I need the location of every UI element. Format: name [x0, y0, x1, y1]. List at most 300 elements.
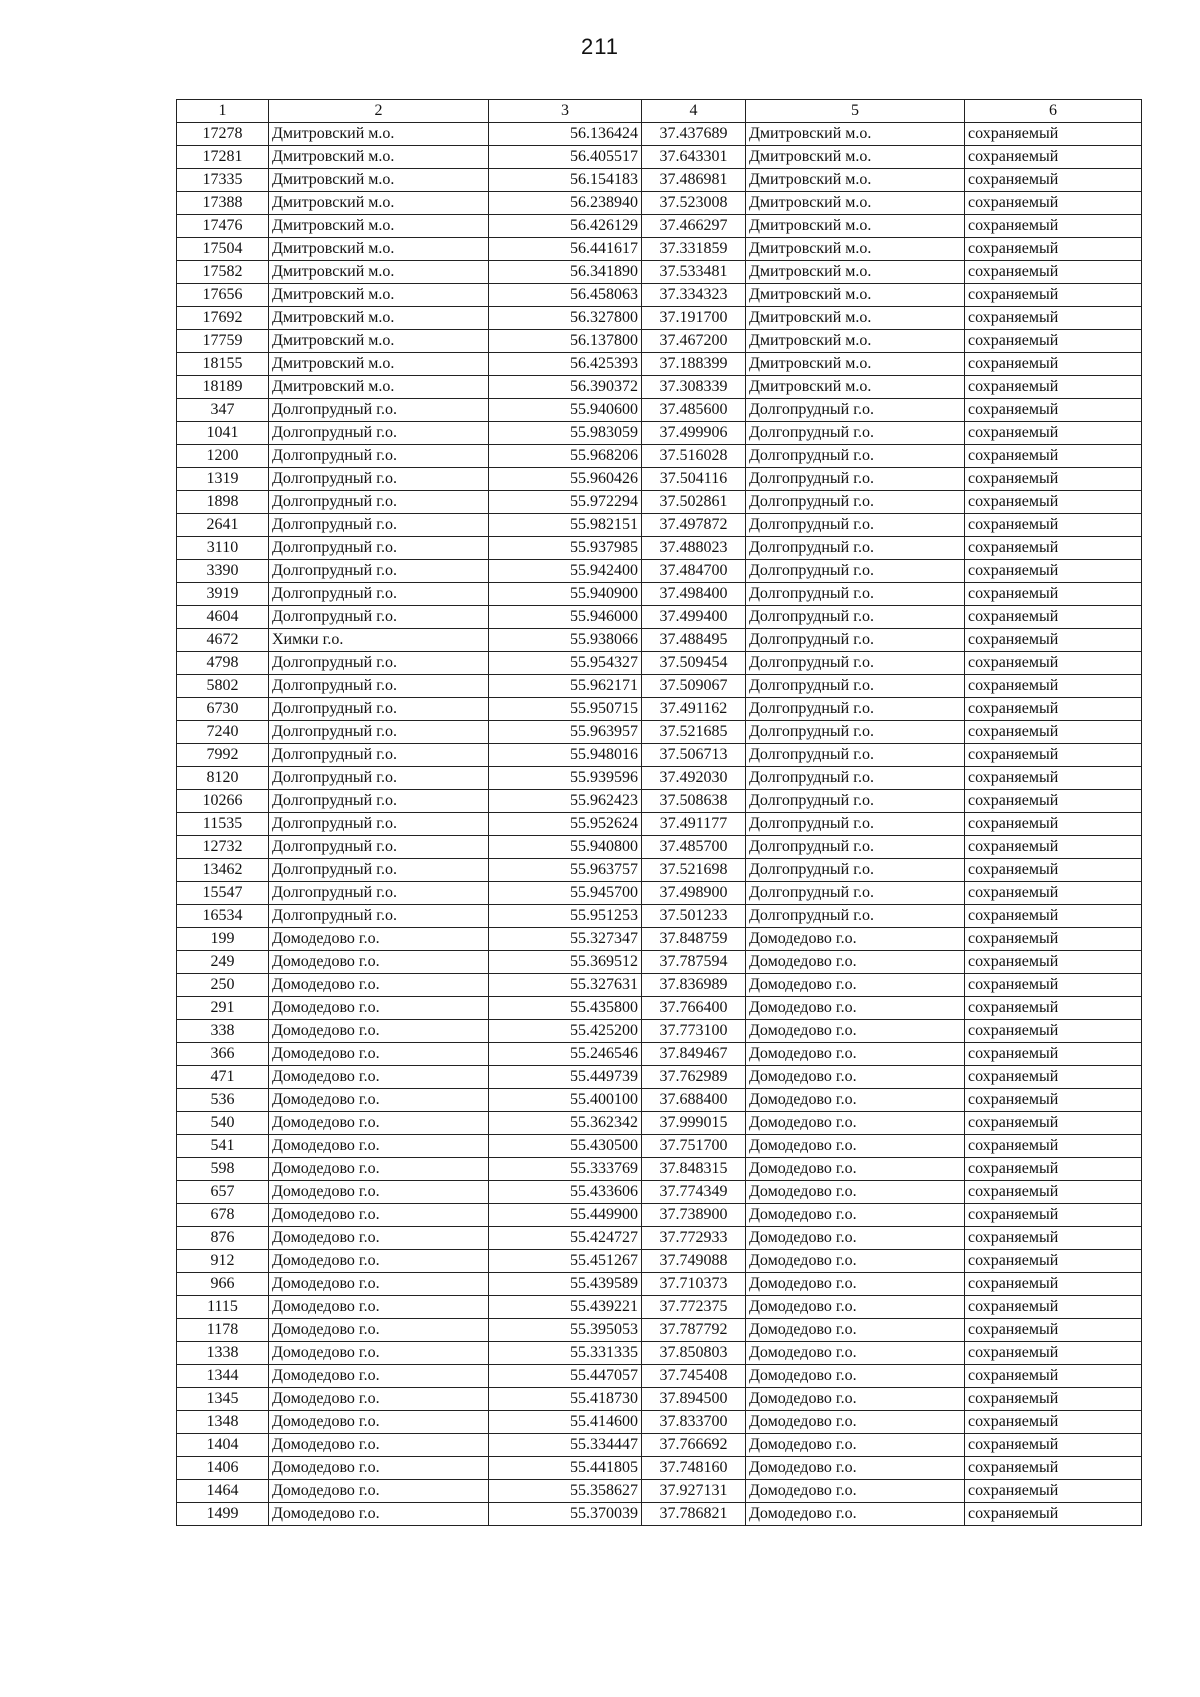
status-cell: сохраняемый: [965, 583, 1142, 606]
table-row: [177, 974, 1142, 997]
row-id-cell: 657: [177, 1181, 269, 1204]
latitude-cell: 55.424727: [489, 1227, 642, 1250]
longitude-cell: 37.774349: [642, 1181, 746, 1204]
municipality-cell: Домодедово г.о.: [269, 1388, 489, 1411]
municipality-cell: Домодедово г.о.: [269, 1135, 489, 1158]
district-cell: Домодедово г.о.: [746, 1250, 965, 1273]
table-row: [177, 744, 1142, 767]
table-row: [177, 1434, 1142, 1457]
longitude-cell: 37.191700: [642, 307, 746, 330]
longitude-cell: 37.499400: [642, 606, 746, 629]
table-row: [177, 215, 1142, 238]
status-cell: сохраняемый: [965, 1296, 1142, 1319]
municipality-cell: Дмитровский м.о.: [269, 169, 489, 192]
municipality-cell: Долгопрудный г.о.: [269, 652, 489, 675]
row-id-cell: 3919: [177, 583, 269, 606]
municipality-cell: Долгопрудный г.о.: [269, 514, 489, 537]
row-id-cell: 1319: [177, 468, 269, 491]
longitude-cell: 37.745408: [642, 1365, 746, 1388]
longitude-cell: 37.786821: [642, 1503, 746, 1526]
row-id-cell: 13462: [177, 859, 269, 882]
latitude-cell: 55.439221: [489, 1296, 642, 1319]
municipality-cell: Долгопрудный г.о.: [269, 836, 489, 859]
district-cell: Домодедово г.о.: [746, 1089, 965, 1112]
longitude-cell: 37.498400: [642, 583, 746, 606]
row-id-cell: 966: [177, 1273, 269, 1296]
municipality-cell: Долгопрудный г.о.: [269, 606, 489, 629]
status-cell: сохраняемый: [965, 698, 1142, 721]
municipality-cell: Дмитровский м.о.: [269, 330, 489, 353]
status-cell: сохраняемый: [965, 882, 1142, 905]
latitude-cell: 55.951253: [489, 905, 642, 928]
table-row: [177, 1273, 1142, 1296]
district-cell: Долгопрудный г.о.: [746, 790, 965, 813]
longitude-cell: 37.894500: [642, 1388, 746, 1411]
status-cell: сохраняемый: [965, 376, 1142, 399]
status-cell: сохраняемый: [965, 399, 1142, 422]
district-cell: Домодедово г.о.: [746, 1204, 965, 1227]
latitude-cell: 55.983059: [489, 422, 642, 445]
longitude-cell: 37.492030: [642, 767, 746, 790]
status-cell: сохраняемый: [965, 1043, 1142, 1066]
latitude-cell: 55.952624: [489, 813, 642, 836]
longitude-cell: 37.488023: [642, 537, 746, 560]
latitude-cell: 55.945700: [489, 882, 642, 905]
latitude-cell: 55.982151: [489, 514, 642, 537]
row-id-cell: 1345: [177, 1388, 269, 1411]
latitude-cell: 55.968206: [489, 445, 642, 468]
municipality-cell: Дмитровский м.о.: [269, 238, 489, 261]
table-row: [177, 997, 1142, 1020]
district-cell: Дмитровский м.о.: [746, 123, 965, 146]
municipality-cell: Дмитровский м.о.: [269, 146, 489, 169]
longitude-cell: 37.533481: [642, 261, 746, 284]
longitude-cell: 37.787594: [642, 951, 746, 974]
table-row: [177, 813, 1142, 836]
table-row: [177, 859, 1142, 882]
latitude-cell: 56.458063: [489, 284, 642, 307]
status-cell: сохраняемый: [965, 353, 1142, 376]
status-cell: сохраняемый: [965, 491, 1142, 514]
status-cell: сохраняемый: [965, 123, 1142, 146]
municipality-cell: Долгопрудный г.о.: [269, 399, 489, 422]
latitude-cell: 55.327347: [489, 928, 642, 951]
table-row: [177, 1503, 1142, 1526]
status-cell: сохраняемый: [965, 1342, 1142, 1365]
longitude-cell: 37.643301: [642, 146, 746, 169]
status-cell: сохраняемый: [965, 1135, 1142, 1158]
longitude-cell: 37.999015: [642, 1112, 746, 1135]
longitude-cell: 37.833700: [642, 1411, 746, 1434]
status-cell: сохраняемый: [965, 1319, 1142, 1342]
district-cell: Долгопрудный г.о.: [746, 882, 965, 905]
table-row: [177, 928, 1142, 951]
district-cell: Дмитровский м.о.: [746, 307, 965, 330]
latitude-cell: 56.441617: [489, 238, 642, 261]
table-row: [177, 629, 1142, 652]
longitude-cell: 37.485600: [642, 399, 746, 422]
latitude-cell: 55.333769: [489, 1158, 642, 1181]
table-row: [177, 330, 1142, 353]
municipality-cell: Домодедово г.о.: [269, 1480, 489, 1503]
municipality-cell: Домодедово г.о.: [269, 1066, 489, 1089]
longitude-cell: 37.501233: [642, 905, 746, 928]
municipality-cell: Домодедово г.о.: [269, 974, 489, 997]
status-cell: сохраняемый: [965, 1181, 1142, 1204]
longitude-cell: 37.772375: [642, 1296, 746, 1319]
district-cell: Домодедово г.о.: [746, 1388, 965, 1411]
table-row: [177, 1250, 1142, 1273]
table-row: [177, 1112, 1142, 1135]
status-cell: сохраняемый: [965, 169, 1142, 192]
status-cell: сохраняемый: [965, 859, 1142, 882]
municipality-cell: Домодедово г.о.: [269, 1365, 489, 1388]
latitude-cell: 55.449739: [489, 1066, 642, 1089]
row-id-cell: 1338: [177, 1342, 269, 1365]
row-id-cell: 912: [177, 1250, 269, 1273]
latitude-cell: 55.425200: [489, 1020, 642, 1043]
table-row: [177, 238, 1142, 261]
municipality-cell: Домодедово г.о.: [269, 1089, 489, 1112]
district-cell: Долгопрудный г.о.: [746, 744, 965, 767]
row-id-cell: 17278: [177, 123, 269, 146]
municipality-cell: Долгопрудный г.о.: [269, 560, 489, 583]
latitude-cell: 55.972294: [489, 491, 642, 514]
municipality-cell: Долгопрудный г.о.: [269, 882, 489, 905]
longitude-cell: 37.849467: [642, 1043, 746, 1066]
longitude-cell: 37.521685: [642, 721, 746, 744]
table-row: [177, 1089, 1142, 1112]
municipality-cell: Домодедово г.о.: [269, 997, 489, 1020]
municipality-cell: Долгопрудный г.о.: [269, 767, 489, 790]
row-id-cell: 17281: [177, 146, 269, 169]
longitude-cell: 37.504116: [642, 468, 746, 491]
municipality-cell: Домодедово г.о.: [269, 1112, 489, 1135]
district-cell: Долгопрудный г.о.: [746, 606, 965, 629]
latitude-cell: 55.451267: [489, 1250, 642, 1273]
longitude-cell: 37.506713: [642, 744, 746, 767]
latitude-cell: 55.940900: [489, 583, 642, 606]
latitude-cell: 55.369512: [489, 951, 642, 974]
longitude-cell: 37.488495: [642, 629, 746, 652]
status-cell: сохраняемый: [965, 1227, 1142, 1250]
municipality-cell: Долгопрудный г.о.: [269, 721, 489, 744]
row-id-cell: 17582: [177, 261, 269, 284]
latitude-cell: 55.435800: [489, 997, 642, 1020]
district-cell: Домодедово г.о.: [746, 1066, 965, 1089]
row-id-cell: 17759: [177, 330, 269, 353]
district-cell: Долгопрудный г.о.: [746, 813, 965, 836]
longitude-cell: 37.787792: [642, 1319, 746, 1342]
municipality-cell: Дмитровский м.о.: [269, 215, 489, 238]
municipality-cell: Домодедово г.о.: [269, 1411, 489, 1434]
latitude-cell: 55.950715: [489, 698, 642, 721]
status-cell: сохраняемый: [965, 790, 1142, 813]
row-id-cell: 1344: [177, 1365, 269, 1388]
municipality-cell: Домодедово г.о.: [269, 1020, 489, 1043]
longitude-cell: 37.509454: [642, 652, 746, 675]
district-cell: Долгопрудный г.о.: [746, 767, 965, 790]
municipality-cell: Дмитровский м.о.: [269, 307, 489, 330]
longitude-cell: 37.762989: [642, 1066, 746, 1089]
table-row: [177, 1043, 1142, 1066]
municipality-cell: Домодедово г.о.: [269, 1296, 489, 1319]
table-row: [177, 1480, 1142, 1503]
longitude-cell: 37.437689: [642, 123, 746, 146]
longitude-cell: 37.688400: [642, 1089, 746, 1112]
status-cell: сохраняемый: [965, 1089, 1142, 1112]
row-id-cell: 249: [177, 951, 269, 974]
latitude-cell: 55.414600: [489, 1411, 642, 1434]
row-id-cell: 17388: [177, 192, 269, 215]
row-id-cell: 347: [177, 399, 269, 422]
table-row: [177, 583, 1142, 606]
longitude-cell: 37.848315: [642, 1158, 746, 1181]
table-row: [177, 767, 1142, 790]
municipality-cell: Домодедово г.о.: [269, 1250, 489, 1273]
row-id-cell: 4798: [177, 652, 269, 675]
district-cell: Домодедово г.о.: [746, 1480, 965, 1503]
municipality-cell: Долгопрудный г.о.: [269, 859, 489, 882]
district-cell: Долгопрудный г.о.: [746, 491, 965, 514]
district-cell: Домодедово г.о.: [746, 1503, 965, 1526]
latitude-cell: 55.362342: [489, 1112, 642, 1135]
latitude-cell: 55.439589: [489, 1273, 642, 1296]
row-id-cell: 1499: [177, 1503, 269, 1526]
table-row: [177, 652, 1142, 675]
latitude-cell: 55.334447: [489, 1434, 642, 1457]
status-cell: сохраняемый: [965, 629, 1142, 652]
longitude-cell: 37.748160: [642, 1457, 746, 1480]
longitude-cell: 37.836989: [642, 974, 746, 997]
district-cell: Домодедово г.о.: [746, 928, 965, 951]
latitude-cell: 55.400100: [489, 1089, 642, 1112]
latitude-cell: 56.390372: [489, 376, 642, 399]
district-cell: Домодедово г.о.: [746, 1273, 965, 1296]
latitude-cell: 55.962423: [489, 790, 642, 813]
status-cell: сохраняемый: [965, 905, 1142, 928]
longitude-cell: 37.509067: [642, 675, 746, 698]
longitude-cell: 37.850803: [642, 1342, 746, 1365]
table-row: [177, 1204, 1142, 1227]
page-number: 211: [580, 34, 620, 59]
latitude-cell: 55.942400: [489, 560, 642, 583]
latitude-cell: 56.405517: [489, 146, 642, 169]
latitude-cell: 56.341890: [489, 261, 642, 284]
status-cell: сохраняемый: [965, 813, 1142, 836]
district-cell: Домодедово г.о.: [746, 997, 965, 1020]
table-row: [177, 376, 1142, 399]
status-cell: сохраняемый: [965, 146, 1142, 169]
table-row: [177, 1457, 1142, 1480]
district-cell: Долгопрудный г.о.: [746, 836, 965, 859]
district-cell: Домодедово г.о.: [746, 1158, 965, 1181]
municipality-cell: Дмитровский м.о.: [269, 123, 489, 146]
municipality-cell: Долгопрудный г.о.: [269, 468, 489, 491]
district-cell: Долгопрудный г.о.: [746, 583, 965, 606]
table-row: [177, 1342, 1142, 1365]
latitude-cell: 55.963757: [489, 859, 642, 882]
district-cell: Домодедово г.о.: [746, 1457, 965, 1480]
longitude-cell: 37.484700: [642, 560, 746, 583]
longitude-cell: 37.516028: [642, 445, 746, 468]
latitude-cell: 56.327800: [489, 307, 642, 330]
latitude-cell: 55.430500: [489, 1135, 642, 1158]
column-header: 3: [489, 100, 642, 123]
latitude-cell: 56.136424: [489, 123, 642, 146]
municipality-cell: Домодедово г.о.: [269, 951, 489, 974]
column-header: 6: [965, 100, 1142, 123]
status-cell: сохраняемый: [965, 1503, 1142, 1526]
table-row: [177, 514, 1142, 537]
district-cell: Дмитровский м.о.: [746, 284, 965, 307]
latitude-cell: 55.327631: [489, 974, 642, 997]
municipality-cell: Долгопрудный г.о.: [269, 744, 489, 767]
table-row: [177, 882, 1142, 905]
status-cell: сохраняемый: [965, 1158, 1142, 1181]
row-id-cell: 1041: [177, 422, 269, 445]
municipality-cell: Долгопрудный г.о.: [269, 491, 489, 514]
district-cell: Домодедово г.о.: [746, 1043, 965, 1066]
district-cell: Домодедово г.о.: [746, 1319, 965, 1342]
municipality-cell: Домодедово г.о.: [269, 1434, 489, 1457]
column-header: 1: [177, 100, 269, 123]
row-id-cell: 5802: [177, 675, 269, 698]
table-row: [177, 353, 1142, 376]
municipality-cell: Домодедово г.о.: [269, 1181, 489, 1204]
status-cell: сохраняемый: [965, 1388, 1142, 1411]
district-cell: Долгопрудный г.о.: [746, 445, 965, 468]
status-cell: сохраняемый: [965, 1411, 1142, 1434]
status-cell: сохраняемый: [965, 1480, 1142, 1503]
longitude-cell: 37.521698: [642, 859, 746, 882]
municipality-cell: Долгопрудный г.о.: [269, 675, 489, 698]
district-cell: Домодедово г.о.: [746, 1020, 965, 1043]
row-id-cell: 1898: [177, 491, 269, 514]
municipality-cell: Долгопрудный г.о.: [269, 813, 489, 836]
row-id-cell: 1464: [177, 1480, 269, 1503]
longitude-cell: 37.485700: [642, 836, 746, 859]
municipality-cell: Долгопрудный г.о.: [269, 445, 489, 468]
longitude-cell: 37.508638: [642, 790, 746, 813]
row-id-cell: 471: [177, 1066, 269, 1089]
table-row: [177, 537, 1142, 560]
row-id-cell: 540: [177, 1112, 269, 1135]
status-cell: сохраняемый: [965, 560, 1142, 583]
longitude-cell: 37.749088: [642, 1250, 746, 1273]
municipality-cell: Домодедово г.о.: [269, 1043, 489, 1066]
status-cell: сохраняемый: [965, 1204, 1142, 1227]
district-cell: Долгопрудный г.о.: [746, 629, 965, 652]
row-id-cell: 338: [177, 1020, 269, 1043]
municipality-cell: Домодедово г.о.: [269, 1503, 489, 1526]
table-row: [177, 261, 1142, 284]
row-id-cell: 3390: [177, 560, 269, 583]
status-cell: сохраняемый: [965, 1273, 1142, 1296]
longitude-cell: 37.491177: [642, 813, 746, 836]
row-id-cell: 17692: [177, 307, 269, 330]
latitude-cell: 56.426129: [489, 215, 642, 238]
municipality-cell: Долгопрудный г.о.: [269, 422, 489, 445]
latitude-cell: 55.447057: [489, 1365, 642, 1388]
district-cell: Домодедово г.о.: [746, 1411, 965, 1434]
row-id-cell: 17476: [177, 215, 269, 238]
table-row: [177, 905, 1142, 928]
municipality-cell: Дмитровский м.о.: [269, 376, 489, 399]
district-cell: Домодедово г.о.: [746, 1342, 965, 1365]
status-cell: сохраняемый: [965, 1066, 1142, 1089]
row-id-cell: 366: [177, 1043, 269, 1066]
row-id-cell: 199: [177, 928, 269, 951]
row-id-cell: 4604: [177, 606, 269, 629]
table-row: [177, 606, 1142, 629]
status-cell: сохраняемый: [965, 1112, 1142, 1135]
row-id-cell: 1348: [177, 1411, 269, 1434]
latitude-cell: 56.238940: [489, 192, 642, 215]
table-row: [177, 721, 1142, 744]
table-row: [177, 790, 1142, 813]
district-cell: Домодедово г.о.: [746, 1181, 965, 1204]
row-id-cell: 1115: [177, 1296, 269, 1319]
latitude-cell: 55.963957: [489, 721, 642, 744]
latitude-cell: 55.370039: [489, 1503, 642, 1526]
row-id-cell: 12732: [177, 836, 269, 859]
table-row: [177, 445, 1142, 468]
district-cell: Дмитровский м.о.: [746, 192, 965, 215]
municipality-cell: Долгопрудный г.о.: [269, 905, 489, 928]
status-cell: сохраняемый: [965, 951, 1142, 974]
status-cell: сохраняемый: [965, 307, 1142, 330]
status-cell: сохраняемый: [965, 514, 1142, 537]
status-cell: сохраняемый: [965, 1434, 1142, 1457]
row-id-cell: 678: [177, 1204, 269, 1227]
header-row: [177, 100, 1142, 123]
municipality-cell: Долгопрудный г.о.: [269, 790, 489, 813]
latitude-cell: 55.331335: [489, 1342, 642, 1365]
status-cell: сохраняемый: [965, 675, 1142, 698]
district-cell: Долгопрудный г.о.: [746, 652, 965, 675]
latitude-cell: 55.395053: [489, 1319, 642, 1342]
status-cell: сохраняемый: [965, 836, 1142, 859]
district-cell: Долгопрудный г.о.: [746, 560, 965, 583]
row-id-cell: 598: [177, 1158, 269, 1181]
municipality-cell: Домодедово г.о.: [269, 1227, 489, 1250]
table-body: [177, 123, 1142, 1526]
row-id-cell: 6730: [177, 698, 269, 721]
row-id-cell: 3110: [177, 537, 269, 560]
table-row: [177, 307, 1142, 330]
longitude-cell: 37.497872: [642, 514, 746, 537]
district-cell: Дмитровский м.о.: [746, 376, 965, 399]
district-cell: Долгопрудный г.о.: [746, 468, 965, 491]
municipality-cell: Дмитровский м.о.: [269, 284, 489, 307]
row-id-cell: 8120: [177, 767, 269, 790]
district-cell: Долгопрудный г.о.: [746, 905, 965, 928]
municipality-cell: Домодедово г.о.: [269, 1273, 489, 1296]
latitude-cell: 55.954327: [489, 652, 642, 675]
municipality-cell: Домодедово г.о.: [269, 928, 489, 951]
longitude-cell: 37.331859: [642, 238, 746, 261]
municipality-cell: Дмитровский м.о.: [269, 353, 489, 376]
longitude-cell: 37.927131: [642, 1480, 746, 1503]
district-cell: Долгопрудный г.о.: [746, 399, 965, 422]
table-row: [177, 399, 1142, 422]
row-id-cell: 7992: [177, 744, 269, 767]
table-row: [177, 1388, 1142, 1411]
district-cell: Долгопрудный г.о.: [746, 514, 965, 537]
status-cell: сохраняемый: [965, 537, 1142, 560]
row-id-cell: 541: [177, 1135, 269, 1158]
